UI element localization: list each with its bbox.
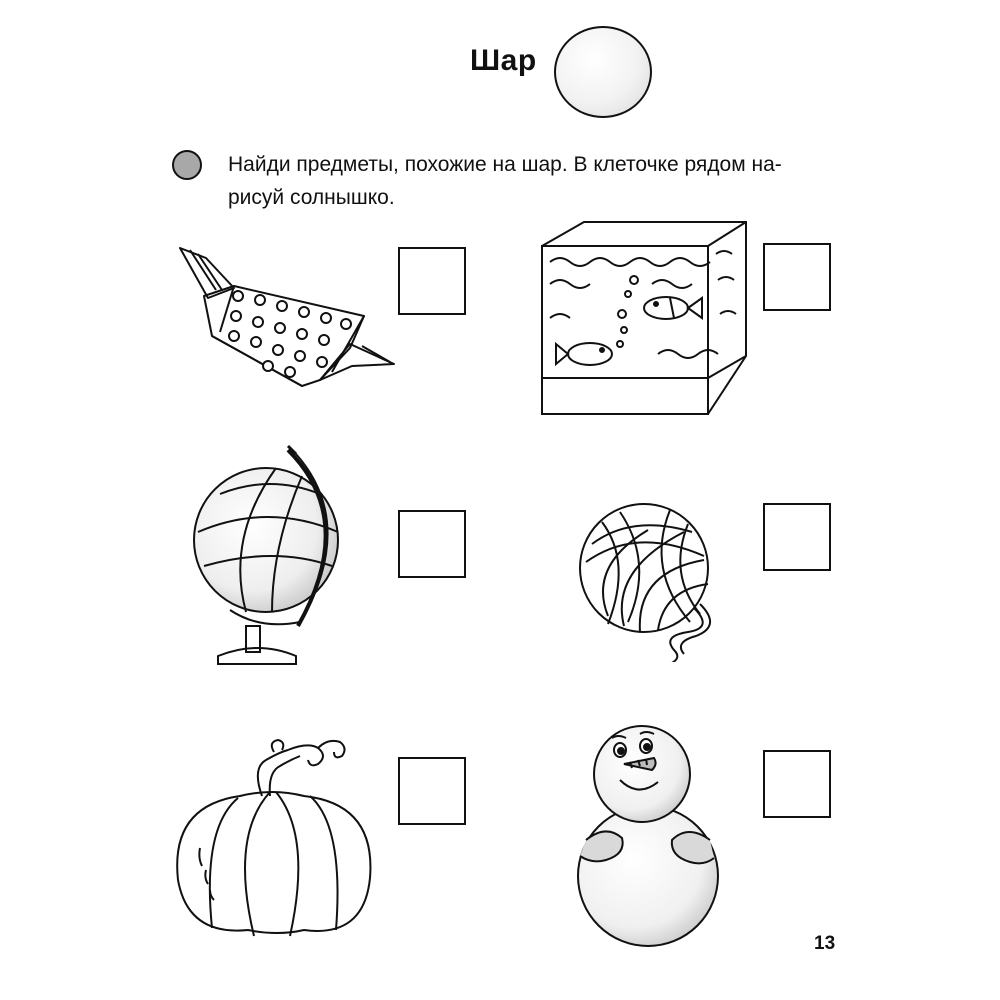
answer-box-yarn[interactable] xyxy=(763,503,831,571)
answer-box-snowman[interactable] xyxy=(763,750,831,818)
aquarium-icon xyxy=(538,218,750,420)
answer-box-aquarium[interactable] xyxy=(763,243,831,311)
page-title: Шар xyxy=(470,44,537,77)
task-instruction xyxy=(228,148,828,214)
answer-box-candy[interactable] xyxy=(398,247,466,315)
answer-box-pumpkin[interactable] xyxy=(398,757,466,825)
pumpkin-icon xyxy=(170,738,378,938)
task-line-1: Найди предметы, похожие на шар. В клеточке рядом на- xyxy=(228,153,782,176)
task-bullet-icon xyxy=(172,150,202,180)
task-line-2: рисуй солнышко. xyxy=(228,186,395,209)
answer-box-globe[interactable] xyxy=(398,510,466,578)
snowman-icon xyxy=(570,712,726,952)
page-number: 13 xyxy=(814,933,836,954)
ball-sample-icon xyxy=(554,26,652,118)
yarn-ball-icon xyxy=(578,498,724,662)
globe-icon xyxy=(190,444,360,670)
candy-icon xyxy=(172,240,402,400)
